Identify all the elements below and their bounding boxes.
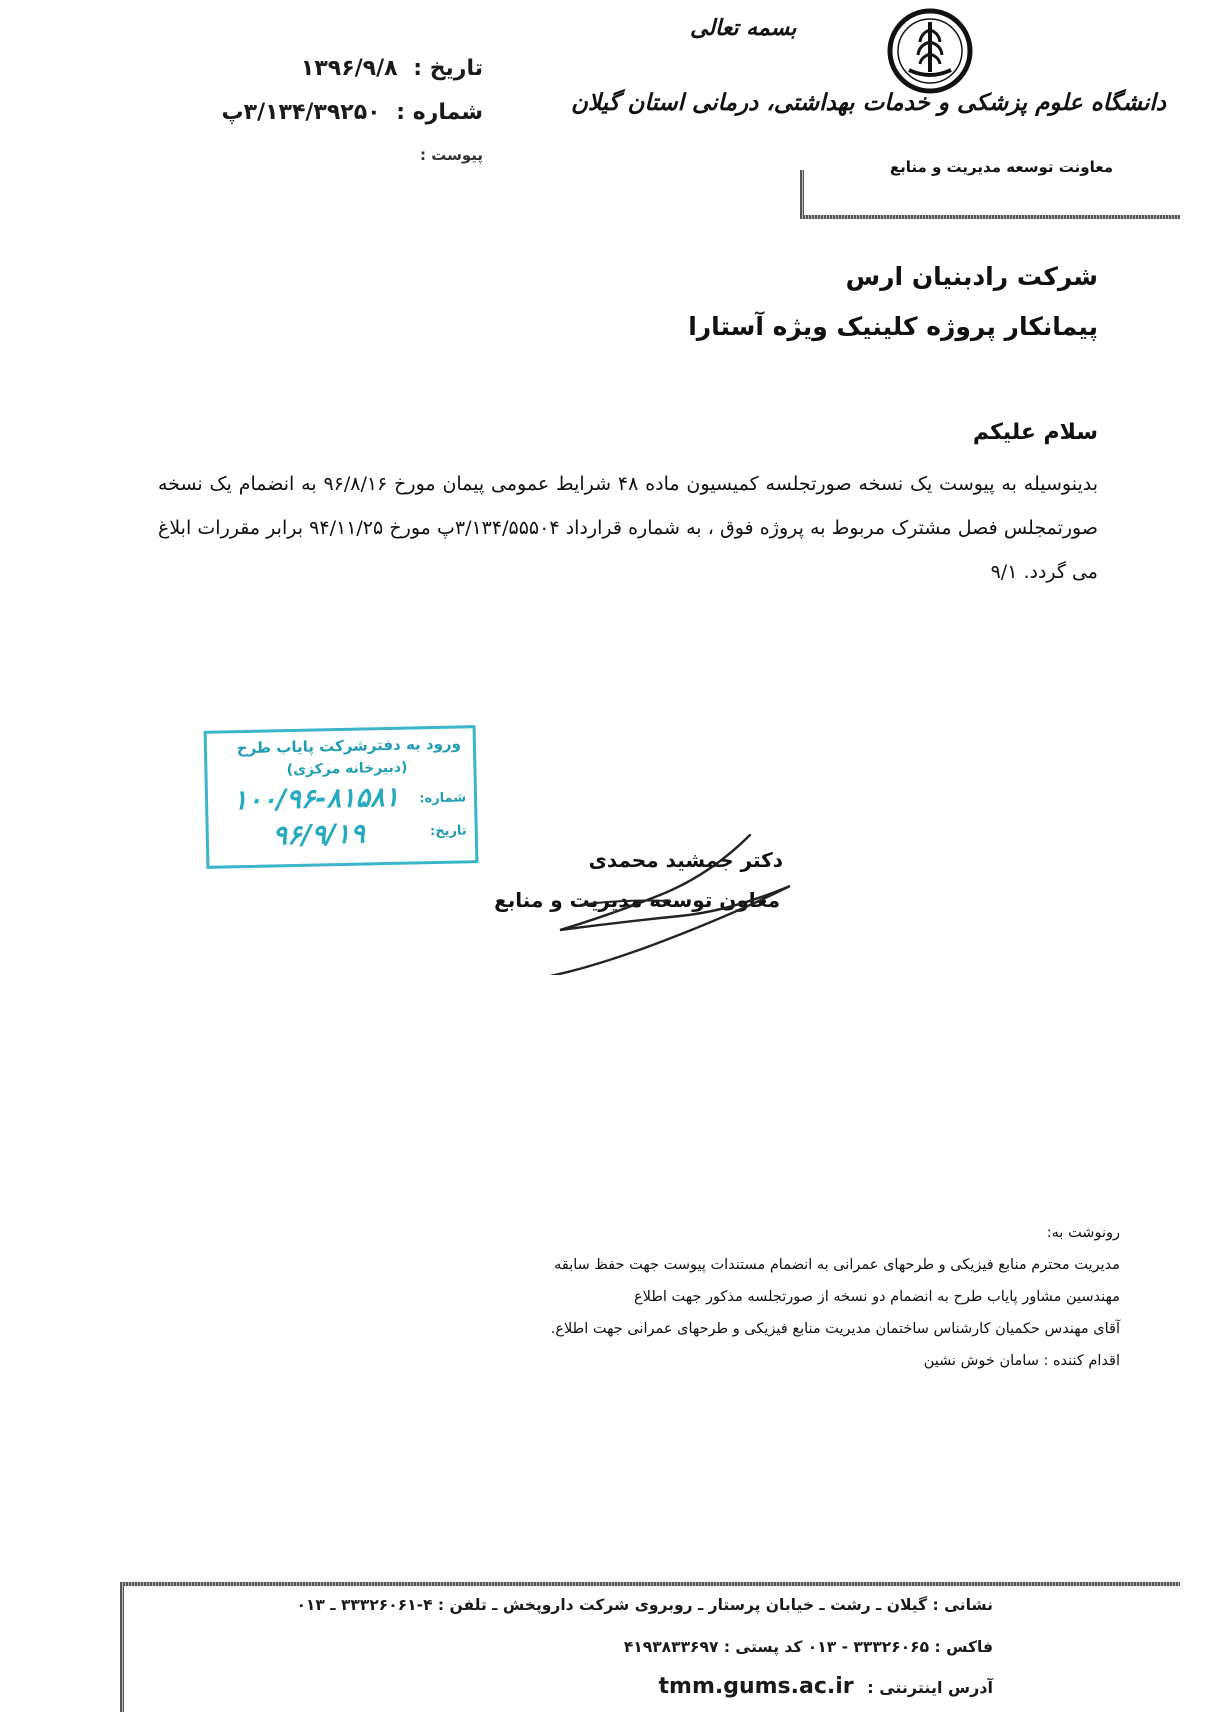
bismillah-text: بسمه تعالی bbox=[690, 16, 797, 41]
date-row bbox=[301, 56, 483, 81]
header-divider-vertical bbox=[800, 170, 804, 218]
cc-item: آقای مهندس حکمیان کارشناس ساختمان مدیریت منابع فیزیکی و طرحهای عمرانی جهت اطلاع. bbox=[550, 1321, 1120, 1337]
number-value: ۳/۱۳۴/۳۹۲۵۰پ bbox=[221, 100, 381, 125]
attachment-label: پیوست : bbox=[419, 146, 483, 164]
number-row bbox=[222, 100, 483, 125]
cc-item: مدیریت محترم منابع فیزیکی و طرحهای عمرانی به انضمام مستندات پیوست جهت حفظ سابقه bbox=[554, 1257, 1120, 1273]
footer-divider-vertical bbox=[120, 1582, 124, 1712]
header-divider bbox=[800, 215, 1180, 219]
stamp-title: ورود به دفترشرکت پایاب طرح bbox=[236, 734, 462, 758]
handwritten-signature bbox=[520, 815, 830, 975]
reception-stamp bbox=[204, 725, 479, 869]
greeting: سلام علیکم bbox=[972, 420, 1098, 445]
footer-website-label: آدرس اینترنتی : bbox=[867, 1678, 993, 1697]
cc-item: مهندسین مشاور پایاب طرح به انضمام دو نسخه از صورتجلسه مذکور جهت اطلاع bbox=[634, 1289, 1120, 1305]
department-name: معاونت توسعه مدیریت و منابع bbox=[889, 158, 1113, 176]
date-value: ۱۳۹۶/۹/۸ bbox=[300, 56, 398, 81]
cc-heading: رونوشت به: bbox=[1046, 1225, 1120, 1241]
cc-preparer: اقدام کننده : سامان خوش نشین bbox=[923, 1353, 1120, 1369]
stamp-number-value: ۱۰۰/۹۶-۸۱۵۸۱ bbox=[232, 781, 400, 817]
signatory-title: معاون توسعه مدیریت و منابع bbox=[494, 888, 780, 912]
university-emblem-icon bbox=[885, 6, 975, 96]
footer-website-row bbox=[659, 1674, 994, 1699]
footer-website-link[interactable]: tmm.gums.ac.ir bbox=[658, 1674, 854, 1699]
footer-address: نشانی : گیلان ـ رشت ـ خیابان پرستار ـ روبروی شرکت داروپخش ـ تلفن : ۴-۳۳۳۲۶۰۶۱ ـ ۰۱۳ bbox=[296, 1596, 993, 1614]
number-label: شماره : bbox=[396, 100, 483, 125]
stamp-subtitle: (دبیرخانه مرکزی) bbox=[286, 759, 408, 779]
footer-fax-postal: فاکس : ۳۳۳۲۶۰۶۵ - ۰۱۳ کد پستی : ۴۱۹۳۸۳۳۶۹۷ bbox=[623, 1638, 993, 1656]
stamp-number-label: شماره: bbox=[419, 790, 467, 807]
letter-body: بدینوسیله به پیوست یک نسخه صورتجلسه کمیسیون ماده ۴۸ شرایط عمومی پیمان مورخ ۹۶/۸/۱۶ به انضمام یک نسخه صورتمجلس فصل مشترک مربوط به پروژه فوق ، به شماره قرارداد ۳/۱۳۴/۵۵۵۰۴پ مورخ ۹۴/۱۱/۲۵ برابر مقررات ابلاغ می گردد. ۹/۱ bbox=[158, 473, 1098, 583]
signatory-name: دکتر جمشید محمدی bbox=[588, 848, 783, 872]
stamp-date-label: تاریخ: bbox=[429, 823, 467, 840]
university-name: دانشگاه علوم پزشکی و خدمات بهداشتی، درمانی استان گیلان bbox=[571, 90, 1166, 116]
recipient-role: پیمانکار پروژه کلینیک ویژه آستارا bbox=[688, 312, 1098, 341]
date-label: تاریخ : bbox=[413, 56, 483, 81]
stamp-date-value: ۹۶/۹/۱۹ bbox=[272, 818, 366, 852]
recipient-company: شرکت رادبنیان ارس bbox=[845, 262, 1098, 291]
footer-divider bbox=[120, 1582, 1180, 1586]
